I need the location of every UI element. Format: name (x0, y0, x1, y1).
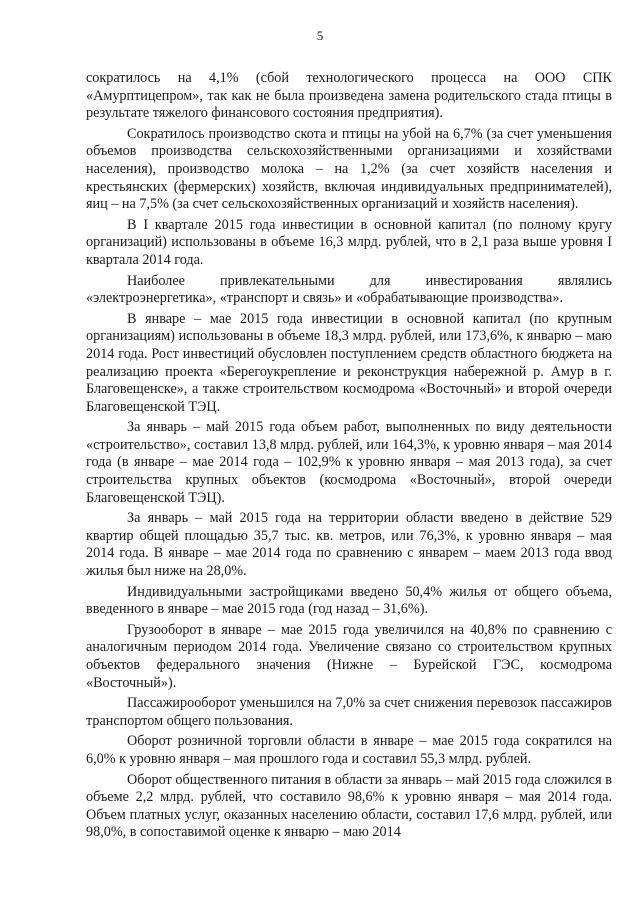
paragraph-poultry-decline: сократилось на 4,1% (сбой технологического процесса на ООО СПК «Амурптицепром», так как не была произведена замена родительского стада птицы в результате тяжелого финансового состояния предприятия). (86, 70, 612, 122)
paragraph-construction-works: За январь – май 2015 года объем работ, выполненных по виду деятельности «строительство», составил 13,8 млрд. рублей, или 164,3%, к уровню января – мая 2014 года (в январе – мае 2014 года – 102,9% к уровню января – мая 2013 года), за счет строительства крупных объектов (космодрома «Восточный», второй очереди Благовещенской ТЭЦ). (86, 419, 612, 506)
paragraph-freight-turnover: Грузооборот в январе – мае 2015 года увеличился на 40,8% по сравнению с аналогичным периодом 2014 года. Увеличение связано со строительством крупных объектов федерального значения (Нижне – Бурейской ГЭС, космодрома «Восточный»). (86, 621, 612, 691)
page-number: 5 (316, 28, 324, 43)
paragraph-passenger-turnover: Пассажирооборот уменьшился на 7,0% за счет снижения перевозок пассажиров транспортом общего пользования. (86, 695, 612, 729)
paragraph-q1-investment: В I квартале 2015 года инвестиции в основной капитал (по полному кругу организаций) использованы в объеме 16,3 млрд. рублей, что в 2,1 раза выше уровня I квартала 2014 года. (86, 216, 612, 268)
body-text (86, 70, 612, 842)
paragraph-jan-may-investment: В январе – мае 2015 года инвестиции в основной капитал (по крупным организациям) использованы в объеме 18,3 млрд. рублей, или 173,6%, к январю – маю 2014 года. Рост инвестиций обусловлен поступлением средств областного бюджета на реализацию проекта «Берегоукрепление и реконструкция набережной р. Амур в г. Благовещенске», а также строительством космодрома «Восточный» и второй очереди Благовещенской ТЭЦ. (86, 310, 612, 415)
paragraph-livestock-production: Сократилось производство скота и птицы на убой на 6,7% (за счет уменьшения объемов производства сельскохозяйственными организациями и хозяйствами населения), производство молока – на 1,2% (за счет хозяйств населения и крестьянских (фермерских) хозяйств, включая индивидуальных предпринимателей), яиц – на 7,5% (за счет сельскохозяйственных организаций и хозяйств населения). (86, 125, 612, 213)
paragraph-catering-services: Оборот общественного питания в области за январь – май 2015 года сложился в объеме 2,2 млрд. рублей, что составило 98,6% к уровню января – мая 2014 года. Объем платных услуг, оказанных населению области, составил 17,6 млрд. рублей, или 98,0%, в сопоставимой оценке к январю – маю 2014 (86, 771, 612, 841)
paragraph-retail-turnover: Оборот розничной торговли области в январе – мае 2015 года сократился на 6,0% к уровню января – мая прошлого года и составил 55,3 млрд. рублей. (86, 733, 612, 767)
paragraph-housing-commissioned: За январь – май 2015 года на территории области введено в действие 529 квартир общей площадью 35,7 тыс. кв. метров, или 76,3%, к уровню января – мая 2014 года. В январе – мае 2014 года по сравнению с январем – маем 2013 года ввод жилья был ниже на 28,0%. (86, 510, 612, 580)
paragraph-individual-builders: Индивидуальными застройщиками введено 50,4% жилья от общего объема, введенного в январе – мае 2015 года (год назад – 31,6%). (86, 583, 612, 618)
paragraph-investment-sectors: Наиболее привлекательными для инвестирования являлись «электроэнергетика», «транспорт и связь» и «обрабатывающие производства». (86, 272, 612, 307)
